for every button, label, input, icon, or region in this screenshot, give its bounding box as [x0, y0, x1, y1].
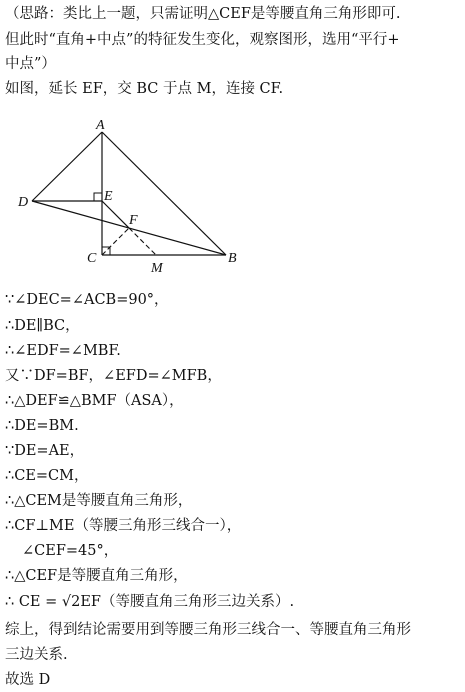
proof-line-8: ∴CE=CM，	[5, 468, 89, 484]
intro-line-3: 中点”）	[5, 56, 56, 72]
proof-line-15: 三边关系.	[5, 647, 68, 663]
proof-line-1: ∵∠DEC=∠ACB=90°，	[5, 292, 169, 308]
label-C: C	[87, 251, 97, 266]
proof-line-12: ∴△CEF是等腰直角三角形，	[5, 568, 188, 584]
intro-line-1: （思路：类比上一题，只需证明△CEF是等腰直角三角形即可.	[5, 6, 401, 22]
label-E: E	[104, 189, 113, 204]
proof-line-4: 又∵DF=BF，∠EFD=∠MFB，	[5, 368, 222, 384]
proof-line-3: ∴∠EDF=∠MBF.	[5, 343, 121, 359]
right-angle-E	[94, 193, 102, 201]
intro-line-2: 但此时“直角+中点”的特征发生变化，观察图形，选用“平行+	[5, 32, 400, 48]
proof-line-10: ∴CF⊥ME（等腰三角形三线合一），	[5, 518, 242, 534]
label-A: A	[96, 118, 105, 133]
proof-line-5: ∴△DEF≌△BMF（ASA），	[5, 393, 184, 409]
proof-line-13: ∴ CE = √2EF（等腰直角三角形三边关系）.	[5, 594, 295, 610]
proof-line-9: ∴△CEM是等腰直角三角形，	[5, 493, 193, 509]
proof-line-2: ∴DE∥BC，	[5, 318, 80, 334]
label-D: D	[18, 195, 29, 210]
proof-line-14: 综上，得到结论需要用到等腰三角形三线合一、等腰直角三角形	[5, 622, 411, 638]
label-B: B	[228, 251, 237, 266]
label-F: F	[129, 213, 138, 228]
label-M: M	[151, 261, 163, 276]
proof-line-6: ∴DE=BM.	[5, 418, 79, 434]
proof-line-7: ∵DE=AE，	[5, 443, 85, 459]
proof-line-16: 故选 D	[5, 672, 51, 688]
proof-line-11: ∠CEF=45°，	[22, 543, 119, 559]
intro-line-4: 如图，延长 EF，交 BC 于点 M，连接 CF.	[5, 81, 284, 97]
segment-DA	[32, 132, 102, 201]
segment-CF-dashed	[102, 228, 129, 255]
